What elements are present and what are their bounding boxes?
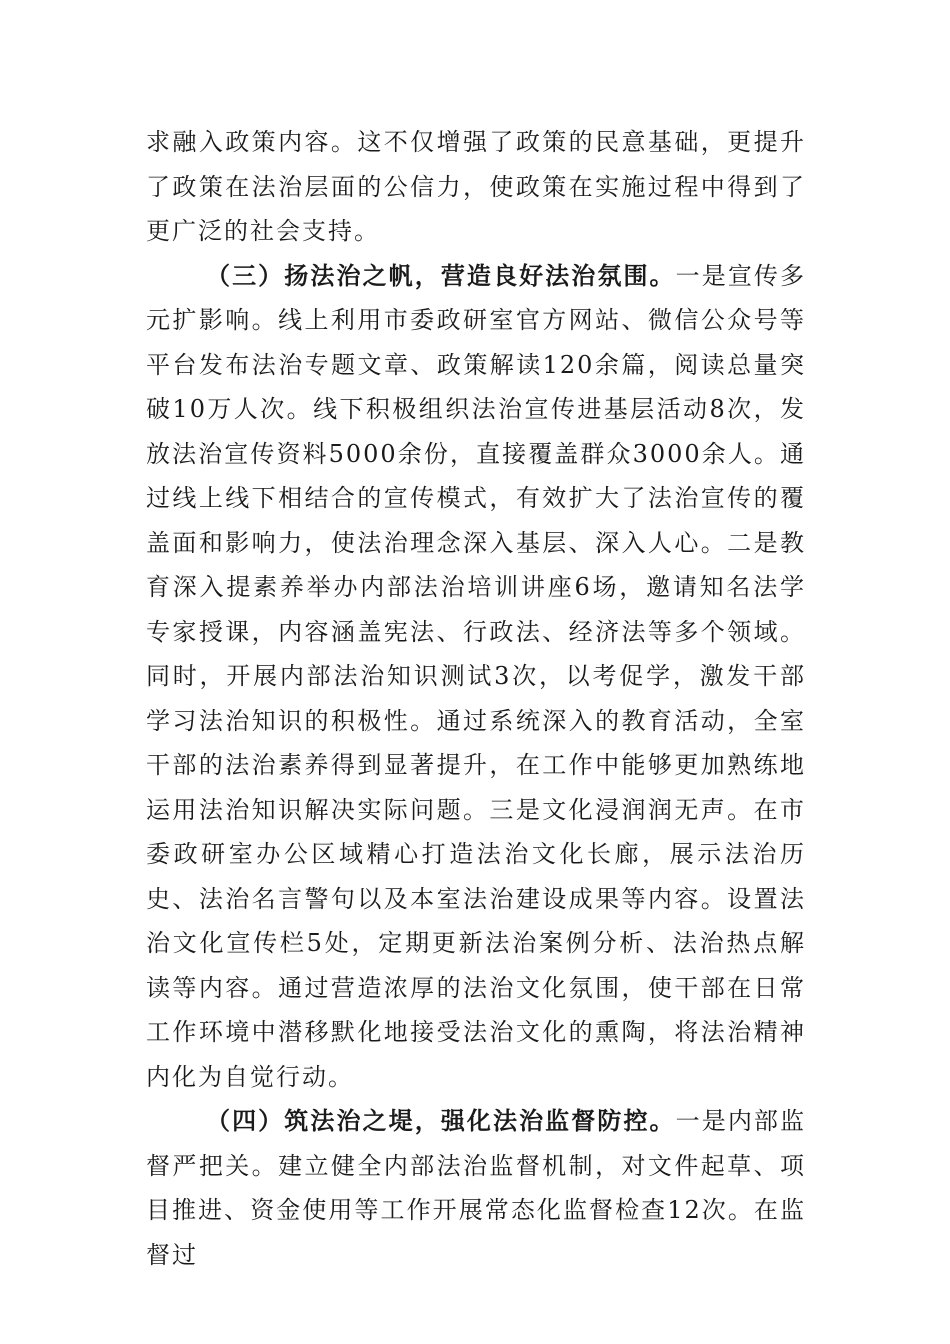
paragraph-text: 求融入政策内容。这不仅增强了政策的民意基础，更提升了政策在法治层面的公信力，使政策在实施过程中得到了更广泛的社会支持。 xyxy=(146,128,806,245)
paragraph-text: 一是宣传多元扩影响。线上利用市委政研室官方网站、微信公众号等平台发布法治专题文章、政策解读120余篇，阅读总量突破10万人次。线下积极组织法治宣传进基层活动8次，发放法治宣传资料5000余份，直接覆盖群众3000余人。通过线上线下相结合的宣传模式，有效扩大了法治宣传的覆盖面和影响力，使法治理念深入基层、深入人心。二是教育深入提素养举办内部法治培训讲座6场，邀请知名法学专家授课，内容涵盖宪法、行政法、经济法等多个领域。同时，开展内部法治知识测试3次，以考促学，激发干部学习法治知识的积极性。通过系统深入的教育活动，全室干部的法治素养得到显著提升，在工作中能够更加熟练地运用法治知识解决实际问题。三是文化浸润润无声。在市委政研室办公区域精心打造法治文化长廊，展示法治历史、法治名言警句以及本室法治建设成果等内容。设置法治文化宣传栏5处，定期更新法治案例分析、法治热点解读等内容。通过营造浓厚的法治文化氛围，使干部在日常工作环境中潜移默化地接受法治文化的熏陶，将法治精神内化为自觉行动。 xyxy=(146,261,807,1091)
paragraph-continuation xyxy=(146,120,806,254)
paragraph-text: 一是内部监督严把关。建立健全内部法治监督机制，对文件起草、项目推进、资金使用等工作开展常态化监督检查12次。在监督过 xyxy=(146,1107,807,1269)
document-body xyxy=(146,120,806,1277)
section-heading-three: （三）扬法治之帆，营造良好法治氛围。 xyxy=(206,260,676,290)
paragraph-section-four xyxy=(146,1099,806,1277)
paragraph-section-three xyxy=(146,254,806,1100)
section-heading-four: （四）筑法治之堤，强化法治监督防控。 xyxy=(206,1106,676,1135)
